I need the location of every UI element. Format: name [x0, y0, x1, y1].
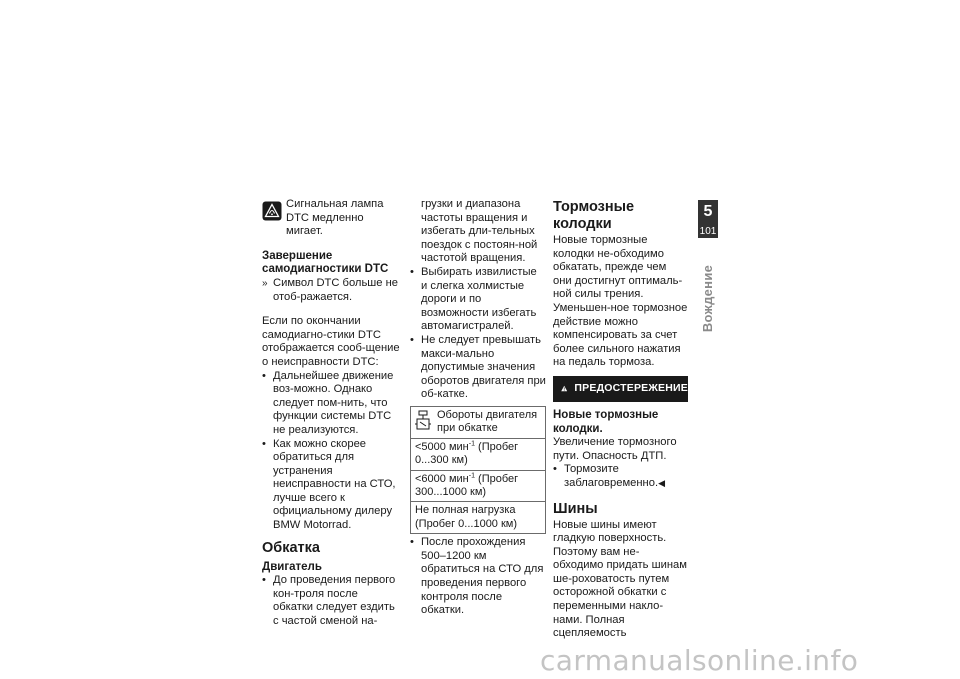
warning-label: ПРЕДОСТЕРЕЖЕНИЕ: [574, 382, 688, 395]
warning-text: Увеличение тормозного пути. Опасность ДТП.: [553, 436, 677, 462]
list-item: • Выбирать извилистые и слегка холмистые дороги и по возможности избегать автомагистралей.: [410, 266, 546, 334]
list-item: • Как можно скорее обратиться для устранения неисправности на СТО, лучше всего к официальному дилеру BMW Motorrad.: [262, 438, 400, 533]
engine-rpm-icon: [415, 410, 431, 432]
list-item: • После прохождения 500–1200 км обратиться на СТО для проведения первого контроля после обкатки.: [410, 536, 546, 618]
tires-paragraph: Новые шины имеют гладкую поверхность. Поэтому вам не-обходимо придать шинам ше-роховатость путем осторожной обкатки с переменными накло-нами. Полная сцепляемость: [553, 518, 687, 640]
watermark: carmanualsonline.info: [540, 644, 859, 677]
chapter-number: 5: [703, 203, 713, 220]
heading-brake-pads: Тормозные колодки: [553, 199, 635, 232]
warning-heading: Новые тормозные колодки.: [553, 408, 659, 435]
end-mark-icon: ◀: [658, 477, 665, 488]
dtc-error-paragraph: Если по окончании самодиагно-стики DTC отображается сооб-щение о неисправности DTC:: [262, 315, 400, 368]
section-label: Вождение: [700, 264, 716, 332]
dtc-lamp-text: Сигнальная лампа DTC медленно мигает.: [286, 198, 384, 238]
list-item: • Дальнейшее движение воз-можно. Однако следует пом-нить, что функции системы DTC не реализуются.: [262, 370, 400, 438]
engine-bullet-continuation: грузки и диапазона частоты вращения и избегать дли-тельных поездок с постоян-ной частотой вращения.: [421, 198, 538, 265]
heading-tires: Шины: [553, 500, 598, 517]
table-row: [411, 406, 546, 438]
page-number: 101: [699, 226, 717, 237]
list-item: • Не следует превышать макси-мально допустимые значения оборотов двигателя при об-катке.: [410, 334, 546, 402]
heading-engine: Двигатель: [262, 560, 322, 573]
table-row: <6000 мин$^{-1}$ (Пробег 300...1000 км): [411, 470, 546, 502]
brake-pads-paragraph: Новые тормозные колодки не-обходимо обкатать, прежде чем они достигнут оптималь-ной силы трения. Уменьшен-ное тормозное действие можно компенсировать за счет более сильного нажатия на педаль тормоза.: [553, 234, 688, 369]
table-row: Не полная нагрузка (Пробег 0...1000 км): [411, 502, 546, 534]
column-1: [262, 198, 400, 629]
table-header: Обороты двигателя при обкатке: [437, 408, 538, 435]
list-item: • Тормозите заблаговременно.◀: [553, 463, 688, 490]
table-row: <5000 мин$^{-1}$ (Пробег 0...300 км): [411, 438, 546, 470]
heading-dtc-finish: Завершение самодиагностики DTC: [262, 249, 389, 276]
warning-banner: [553, 376, 688, 402]
dtc-warning-lamp-icon: [262, 201, 282, 221]
column-3: [553, 199, 688, 641]
break-in-rpm-table: [410, 406, 546, 534]
heading-break-in: Обкатка: [262, 539, 320, 556]
warning-triangle-icon: [561, 382, 567, 395]
dtc-result-text: » Символ DTC больше не отоб-ражается.: [262, 277, 400, 304]
dtc-lamp-row: [262, 198, 400, 239]
list-item: • До проведения первого кон-троля после обкатки следует ездить с частой сменой на-: [262, 574, 400, 628]
column-2: [410, 198, 546, 618]
